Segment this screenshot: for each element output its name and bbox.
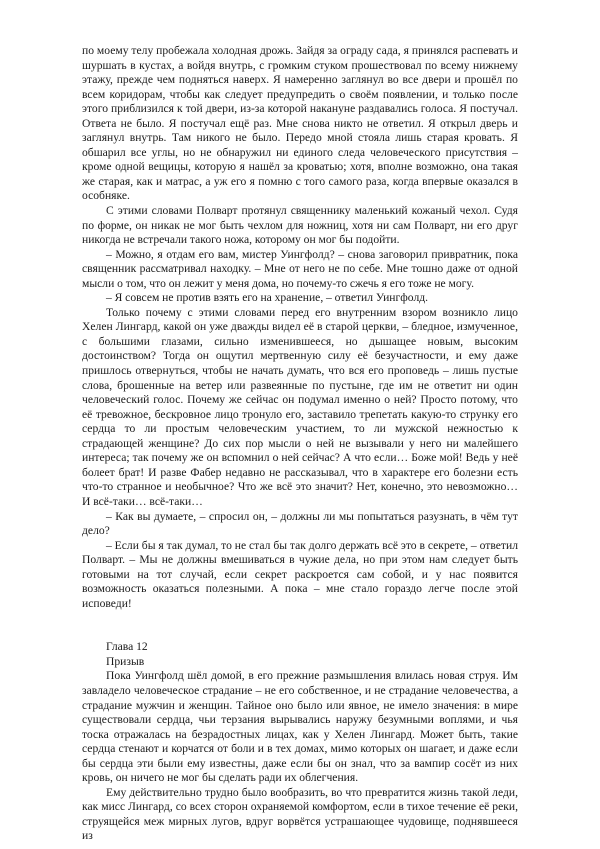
paragraph: Пока Уингфолд шёл домой, в его прежние размышления влилась новая струя. Им завладело человеческое страдание – не его собственное, и не страдание человечества, а страдание мужчин и женщин. Тайное оно было или явное, не имело значения: в мире существовали сердца, чьи терзания вырывались наружу безумными воплями, и чья тоска отражалась на безрадостных лицах, как у Хелен Лингард. Может быть, такие сердца стенают и корчатся от боли и в тех домах, мимо которых он шагает, и даже если бы сердца эти были ему известны, даже если бы он знал, что за вампир сосёт из них кровь, он ничего не мог бы сделать ради их облегчения.: [82, 669, 518, 785]
paragraph: С этими словами Полварт протянул священнику маленький кожаный чехол. Судя по форме, он никак не мог быть чехлом для ножниц, хотя ни сам Полварт, ни его друг никогда не встречали такого ножа, которому он мог бы подойти.: [82, 204, 518, 247]
paragraph: – Я совсем не против взять его на хранение, – ответил Уингфолд.: [106, 291, 429, 305]
text-column: [82, 44, 518, 844]
paragraph: Только почему с этими словами перед его внутренним взором возникло лицо Хелен Лингард, какой он уже дважды видел её в старой церкви, – бледное, измученное, с большими глазами, сильно изменившееся, но дышащее новым, высоким достоинством? Тогда он ощутил мертвенную силу её безучастности, и ему даже пришлось отвернуться, чтобы не начать думать, что вся его проповедь – лишь пустые слова, брошенные на ветер или развеянные по пустыне, где им не ответит ни один человеческий голос. Почему же сейчас он подумал именно о ней? Просто потому, что её тревожное, бескровное лицо тронуло его, заставило трепетать какую-то струнку его сердца то ли простым человеческим участием, то ли мужской нежностью к страдающей женщине? До сих пор мысли о ней не вызывали у него ни малейшего интереса; так почему же он вспомнил о ней сейчас? А что если… Боже мой! Ведь у неё болеет брат! И разве Фабер недавно не рассказывал, что в характере его болезни есть что-то странное и необычное? Что же всё это значит? Нет, конечно, это невозможно… И всё-таки… всё-таки…: [82, 305, 518, 508]
paragraph-continued: по моему телу пробежала холодная дрожь. Зайдя за ограду сада, я принялся распевать и шуршать в кустах, а войдя внутрь, с громким стуком прошествовал по всему нижнему этажу, прежде чем подняться наверх. Я намеренно заглянул во все двери и прошёл по всем коридорам, чтобы как следует предупредить о своём появлении, и только после этого приблизился к той двери, из-за которой накануне раздавались голоса. Я постучал. Ответа не было. Я постучал ещё раз. Мне снова никто не ответил. Я открыл дверь и заглянул внутрь. Там никого не было. Передо мной стояла лишь старая кровать. Я обшарил все углы, но не обнаружил ни единого следа человеческого присутствия – кроме одной вещицы, которую я нашёл за кроватью; хотя, вполне возможно, она такая же старая, как и матрас, а уж его я помню с того самого раза, когда впервые оказался в особняке.: [82, 44, 518, 203]
paragraph: – Если бы я так думал, то не стал бы так долго держать всё это в секрете, – ответил Полварт. – Мы не должны вмешиваться в чужие дела, но при этом нам следует быть готовыми на тот случай, если секрет раскроется сам собой, и у нас появится возможность оказаться полезными. А пока – мне стало гораздо легче после этой исповеди!: [82, 538, 518, 610]
paragraph: – Можно, я отдам его вам, мистер Уингфолд? – снова заговорил привратник, пока священник рассматривал находку. – Мне от него не по себе. Мне тошно даже от одной мысли о том, что он лежит у меня дома, но почему-то сжечь я его тоже не могу.: [82, 247, 518, 290]
chapter-heading: [82, 640, 518, 669]
paragraph: Ему действительно трудно было вообразить, во что превратится жизнь такой леди, как мисс Лингард, со всех сторон охраняемой комфортом, если в тихое течение её реки, струящейся меж мирных лугов, вдруг ворвётся устрашающее чудовище, поднявшееся из: [82, 785, 518, 843]
chapter-number: Глава 12: [106, 640, 148, 654]
paragraph: – Как вы думаете, – спросил он, – должны ли мы попытаться разузнать, в чём тут дело?: [82, 509, 518, 538]
chapter-title: Призыв: [106, 654, 145, 668]
